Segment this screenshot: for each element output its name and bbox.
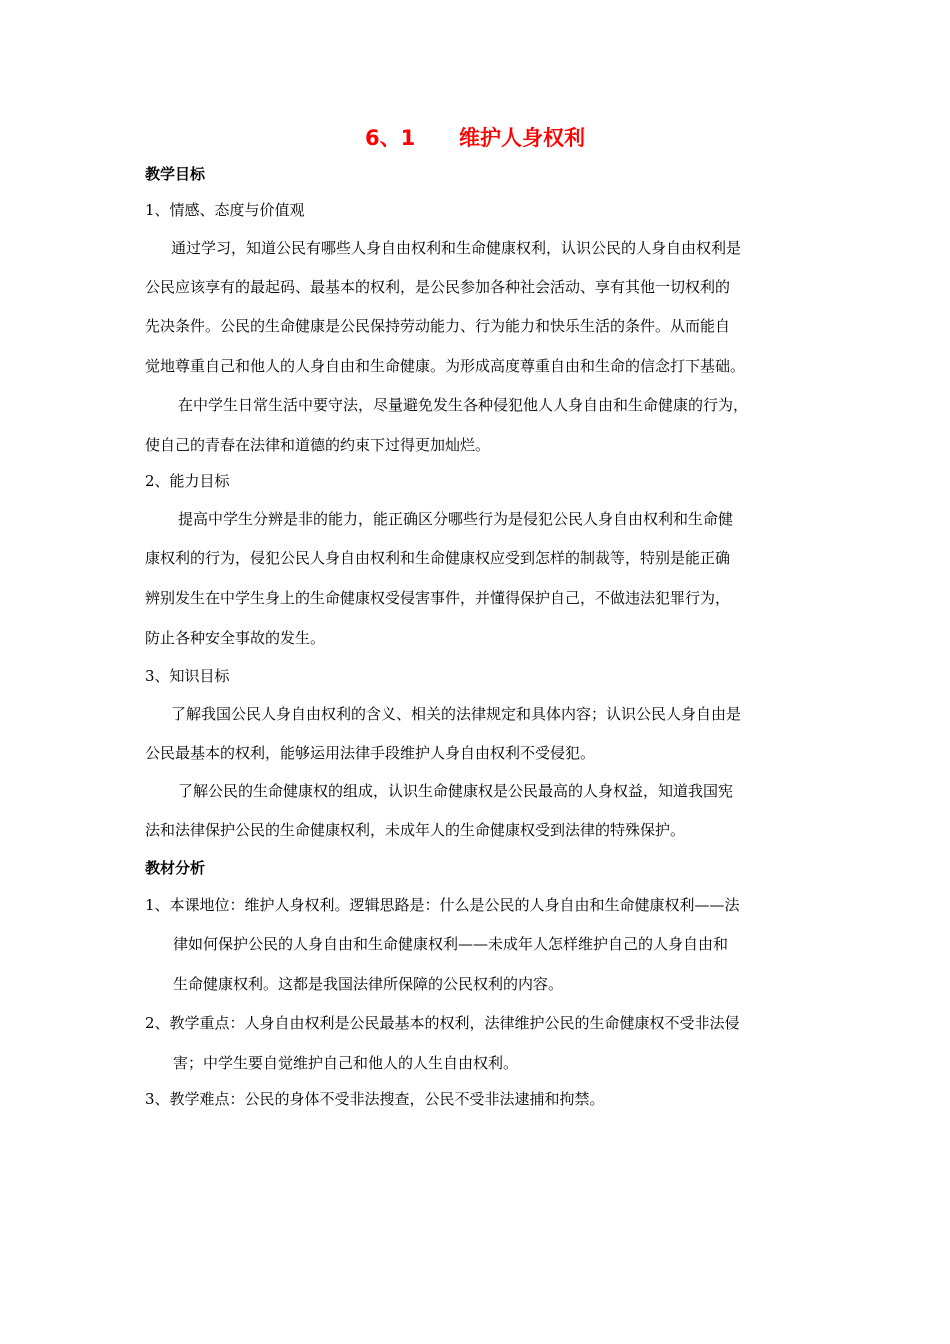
section-heading-material-analysis: 教材分析	[145, 859, 206, 877]
analysis-item-line: 律如何保护公民的人身自由和生命健康权利——未成年人怎样维护自己的人身自由和	[173, 935, 729, 953]
paragraph-line: 公民应该享有的最起码、最基本的权利，是公民参加各种社会活动、享有其他一切权利的	[145, 278, 731, 296]
paragraph-line: 先决条件。公民的生命健康是公民保持劳动能力、行为能力和快乐生活的条件。从而能自	[145, 317, 731, 335]
paragraph-line: 在中学生日常生活中要守法，尽量避免发生各种侵犯他人人身自由和生命健康的行为，	[178, 396, 749, 414]
goal-item-label: 3、知识目标	[145, 667, 230, 685]
goal-item-label: 1、情感、态度与价值观	[145, 201, 305, 219]
paragraph-line: 防止各种安全事故的发生。	[145, 629, 326, 647]
lesson-title: 6、1 维护人身权利	[364, 126, 586, 150]
analysis-item-line: 3、教学难点：公民的身体不受非法搜查，公民不受非法逮捕和拘禁。	[145, 1090, 605, 1108]
paragraph-line: 觉地尊重自己和他人的人身自由和生命健康。为形成高度尊重自由和生命的信念打下基础。	[145, 357, 746, 375]
analysis-item-line: 害；中学生要自觉维护自己和他人的人生自由权利。	[173, 1054, 519, 1072]
paragraph-line: 公民最基本的权利，能够运用法律手段维护人身自由权利不受侵犯。	[145, 744, 596, 762]
paragraph-line: 了解我国公民人身自由权利的含义、相关的法律规定和具体内容；认识公民人身自由是	[171, 705, 742, 723]
paragraph-line: 法和法律保护公民的生命健康权利，未成年人的生命健康权受到法律的特殊保护。	[145, 821, 686, 839]
analysis-item-line: 1、本课地位：维护人身权利。逻辑思路是：什么是公民的人身自由和生命健康权利——法	[145, 896, 740, 914]
analysis-item-line: 2、教学重点：人身自由权利是公民最基本的权利，法律维护公民的生命健康权不受非法侵	[145, 1014, 740, 1032]
goal-item-label: 2、能力目标	[145, 472, 230, 490]
section-heading-teaching-goals: 教学目标	[145, 165, 206, 183]
paragraph-line: 了解公民的生命健康权的组成，认识生命健康权是公民最高的人身权益，知道我国宪	[178, 782, 734, 800]
paragraph-line: 康权利的行为，侵犯公民人身自由权利和生命健康权应受到怎样的制裁等，特别是能正确	[145, 549, 731, 567]
analysis-item-line: 生命健康权利。这都是我国法律所保障的公民权利的内容。	[173, 975, 564, 993]
paragraph-line: 使自己的青春在法律和道德的约束下过得更加灿烂。	[145, 436, 491, 454]
paragraph-line: 通过学习，知道公民有哪些人身自由权利和生命健康权利，认识公民的人身自由权利是	[171, 239, 742, 257]
paragraph-line: 辨别发生在中学生身上的生命健康权受侵害事件，并懂得保护自己，不做违法犯罪行为，	[145, 589, 731, 607]
paragraph-line: 提高中学生分辨是非的能力，能正确区分哪些行为是侵犯公民人身自由权利和生命健	[178, 510, 734, 528]
